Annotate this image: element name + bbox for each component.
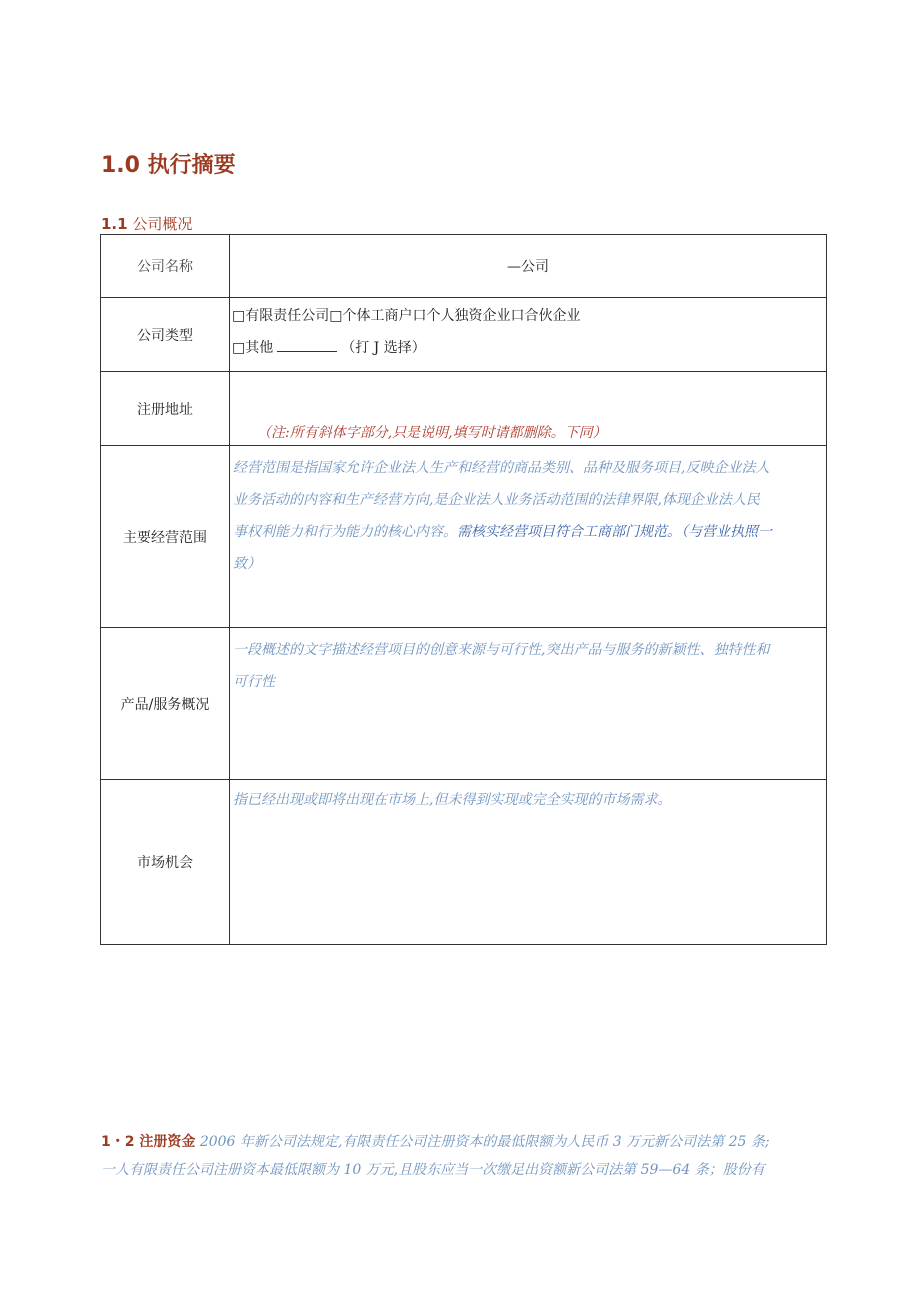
address-value[interactable] xyxy=(230,372,827,446)
paragraph-line-2: 一人有限责任公司注册资本最低限额为 10 万元,且股东应当一次缴足出资额新公司法第 59—64 条；股份有 xyxy=(101,1162,765,1178)
business-scope-label: 主要经营范围 xyxy=(101,446,230,628)
company-type-label: 公司类型 xyxy=(101,298,230,372)
scope-line: 事权利能力和行为能力的核心内容。需核实经营项目符合工商部门规范。（与营业执照一 xyxy=(233,524,772,540)
registered-capital-heading: 1・2 注册资金 xyxy=(101,1134,196,1150)
table-row-company-type xyxy=(101,298,827,372)
company-name-value[interactable]: —公司 xyxy=(230,235,827,298)
table-row-address xyxy=(101,372,827,446)
section-heading-1-0: 1.0 执行摘要 xyxy=(101,153,236,178)
business-scope-text xyxy=(230,446,826,580)
table-row-business-scope xyxy=(101,446,827,628)
company-type-options[interactable] xyxy=(230,298,827,372)
market-opportunity-text xyxy=(230,780,826,816)
scope-line: 经营范围是指国家允许企业法人生产和经营的商品类别、品种及服务项目,反映企业法人 xyxy=(233,460,770,476)
scope-line: 业务活动的内容和生产经营方向,是企业法人业务活动范围的法律界限,体现企业法人民 xyxy=(233,492,760,508)
market-opportunity-label: 市场机会 xyxy=(101,780,230,945)
product-line: 一段概述的文字描述经营项目的创意来源与可行性,突出产品与服务的新颖性、独特性和 xyxy=(233,642,770,658)
address-label: 注册地址 xyxy=(101,372,230,446)
product-service-text xyxy=(230,628,826,698)
heading-text: 公司概况 xyxy=(132,215,193,233)
company-type-hint: （打 J 选择） xyxy=(341,340,426,356)
company-type-other: □其他 xyxy=(232,340,274,356)
italic-note: （注:所有斜体字部分,只是说明,填写时请都删除。下同） xyxy=(257,425,607,441)
table-row-product-service xyxy=(101,628,827,780)
company-name-label: 公司名称 xyxy=(101,235,230,298)
table-row-company-name xyxy=(101,235,827,298)
company-type-other-blank[interactable] xyxy=(277,351,337,352)
section-heading-1-1 xyxy=(101,213,192,234)
table-row-market-opportunity xyxy=(101,780,827,945)
registered-capital-paragraph xyxy=(101,1128,831,1184)
paragraph-line-1 xyxy=(101,1128,831,1156)
company-overview-table xyxy=(100,234,827,945)
heading-number: 1.1 xyxy=(101,215,128,233)
market-line: 指已经出现或即将出现在市场上,但未得到实现或完全实现的市场需求。 xyxy=(233,792,672,808)
registered-capital-text: 2006 年新公司法规定,有限责任公司注册资本的最低限额为人民币 3 万元新公司法第 25 条; xyxy=(199,1134,770,1150)
product-line: 可行性 xyxy=(233,674,275,690)
company-type-line-1: □有限责任公司□个体工商户口个人独资企业口合伙企业 xyxy=(232,308,581,324)
market-opportunity-value[interactable] xyxy=(230,780,827,945)
scope-line: 致） xyxy=(233,556,261,572)
product-service-label: 产品/服务概况 xyxy=(101,628,230,780)
product-service-value[interactable] xyxy=(230,628,827,780)
business-scope-value[interactable] xyxy=(230,446,827,628)
company-type-line-2 xyxy=(230,330,826,366)
